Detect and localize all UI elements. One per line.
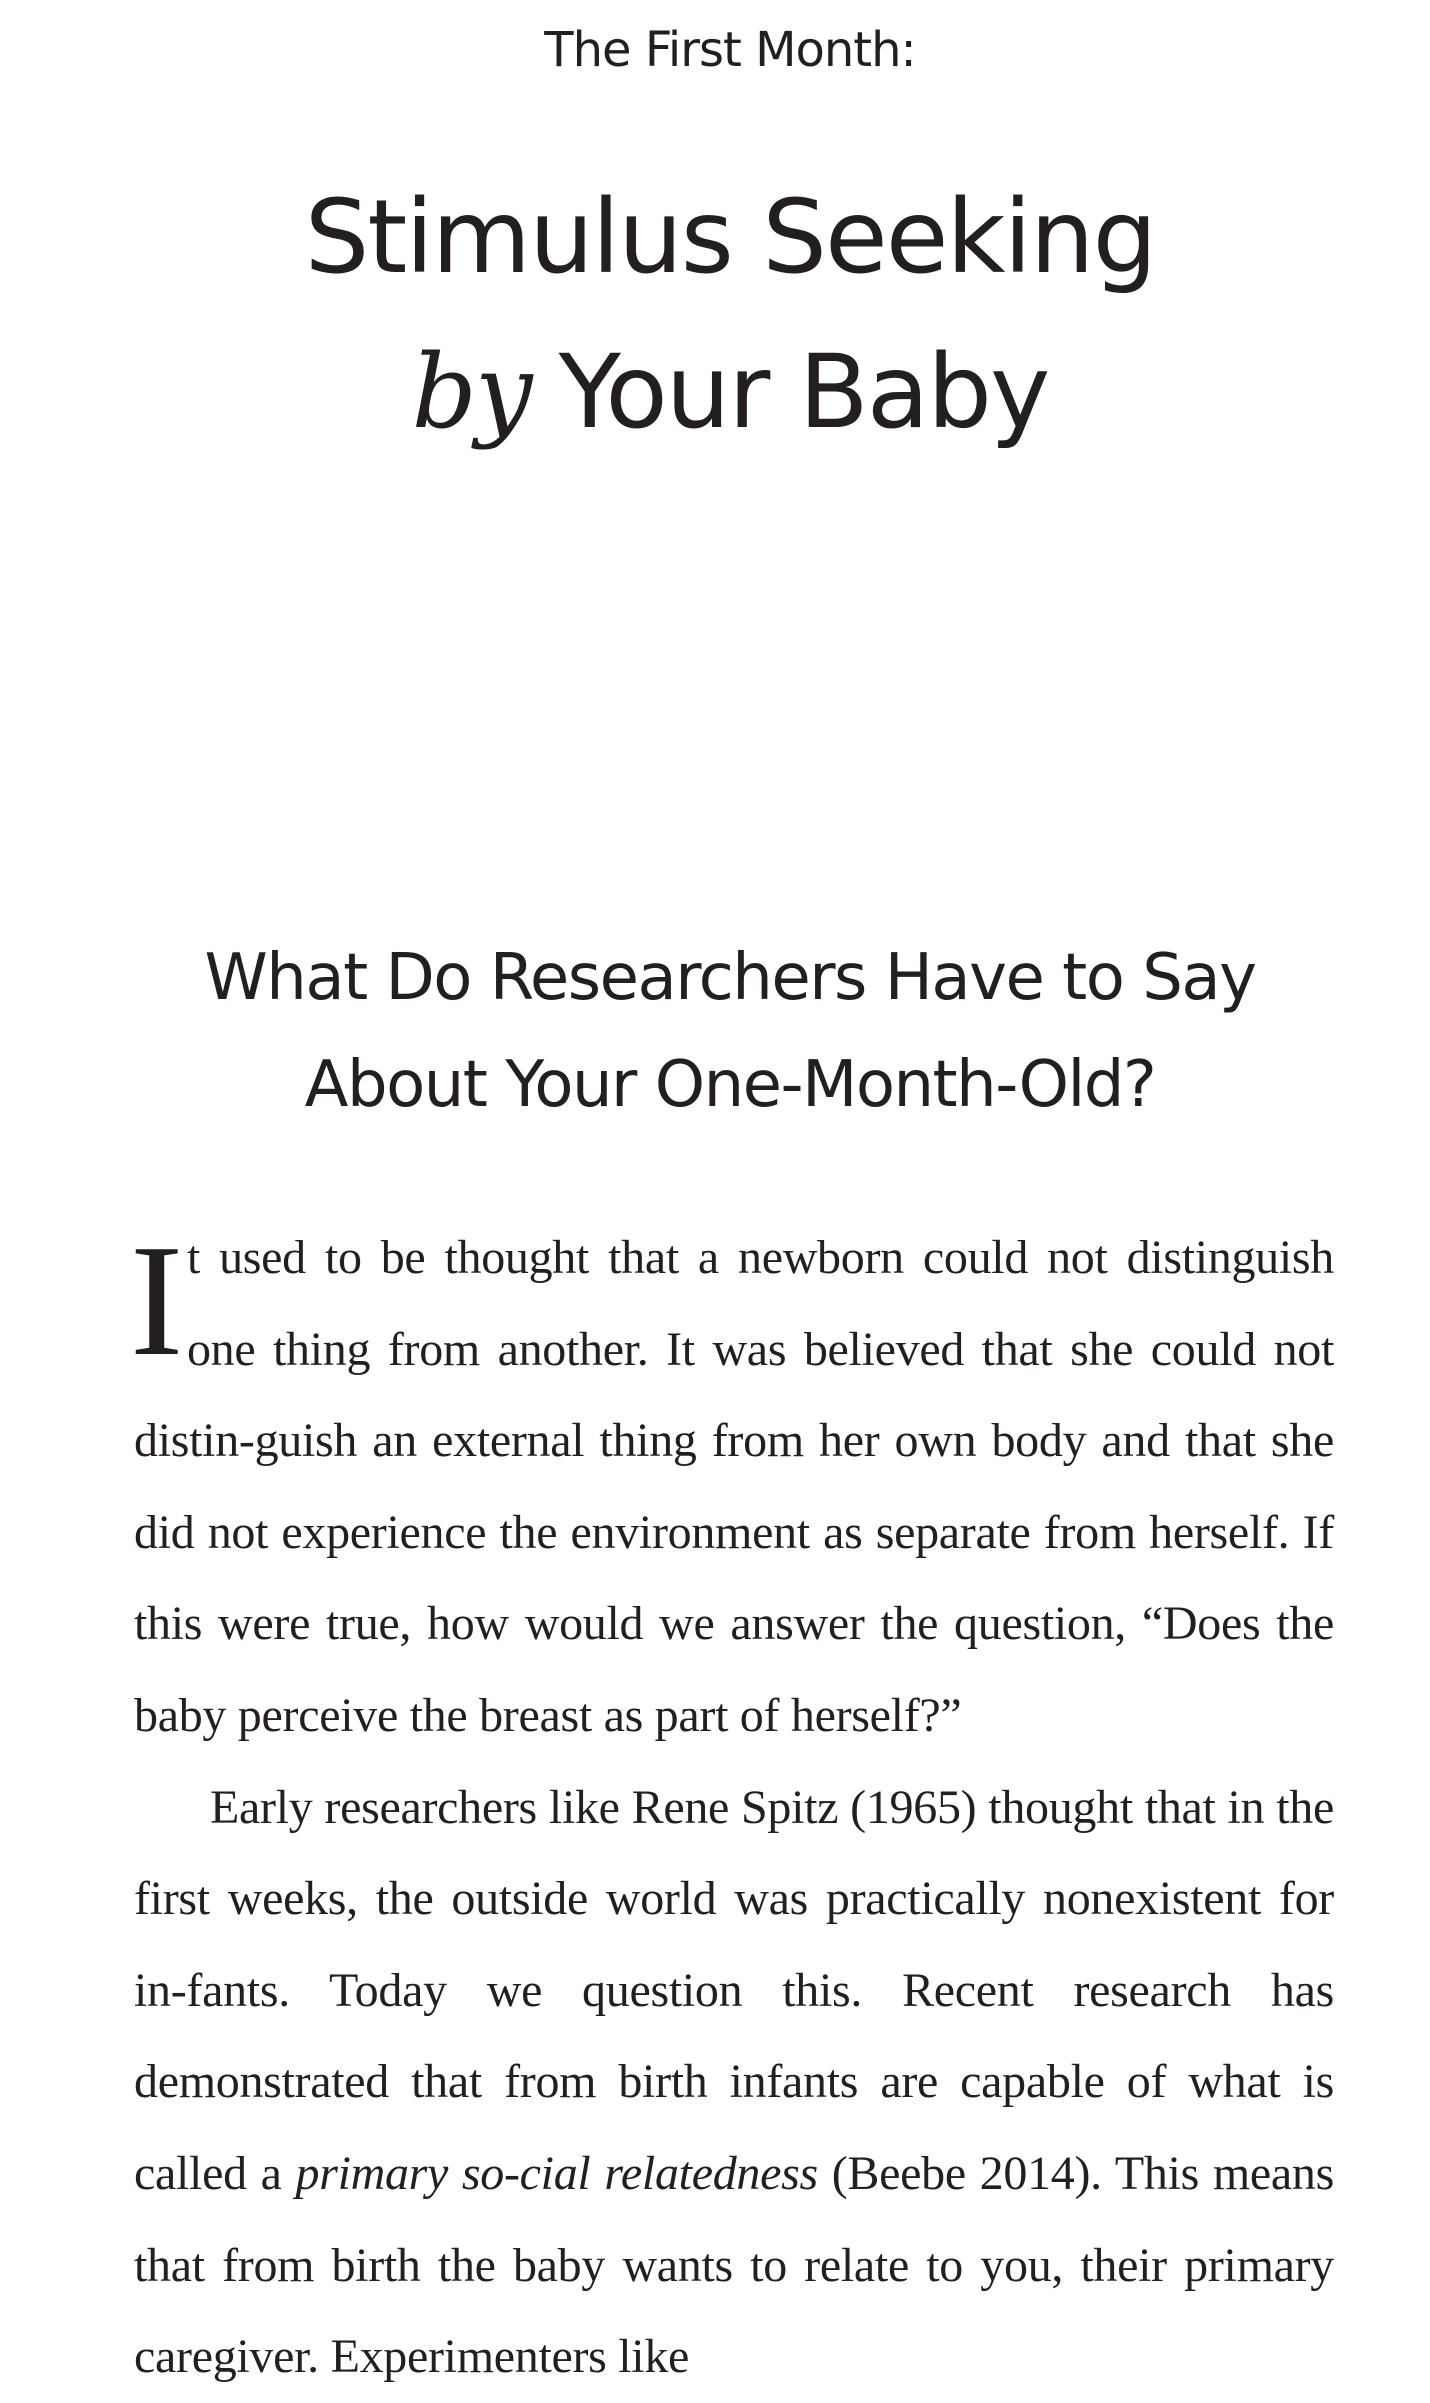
- body-text: [130, 1211, 1334, 2403]
- paragraph-2-text-after: (Beebe 2014). This means that from birth the baby wants to relate to you, their primary caregiver. Experimenters like: [134, 2146, 1334, 2384]
- paragraph-1: [130, 1211, 1334, 1762]
- chapter-title-by: by: [411, 333, 531, 452]
- drop-cap: I: [130, 1211, 183, 1389]
- chapter-kicker: The First Month:: [544, 22, 916, 78]
- section-heading-line-2: About Your One-Month-Old?: [304, 1048, 1156, 1122]
- paragraph-2: [134, 1762, 1334, 2403]
- section-heading: [0, 925, 1430, 1139]
- paragraph-2-text-before: Early researchers like Rene Spitz (1965) thought that in the first weeks, the outside world was practically nonexistent for in-fants. Today we question this. Recent research has demonstrated that from birth infants are capable of what is called a: [134, 1780, 1334, 2200]
- section-heading-line-1: What Do Researchers Have to Say: [204, 941, 1256, 1015]
- paragraph-2-italic-term: primary so-cial relatedness: [295, 2146, 818, 2200]
- chapter-title: [0, 160, 1430, 470]
- chapter-title-line-2-rest: Your Baby: [558, 333, 1049, 452]
- paragraph-1-text: t used to be thought that a newborn could not distinguish one thing from another. It was believed that she could not distin-guish an external thing from her own body and that she did not experience the environment as separate from herself. If this were true, how would we answer the question, “Does the baby perceive the breast as part of herself?”: [134, 1231, 1334, 1742]
- chapter-title-line-1: Stimulus Seeking: [304, 178, 1156, 297]
- chapter-title-line-2: [0, 315, 1430, 470]
